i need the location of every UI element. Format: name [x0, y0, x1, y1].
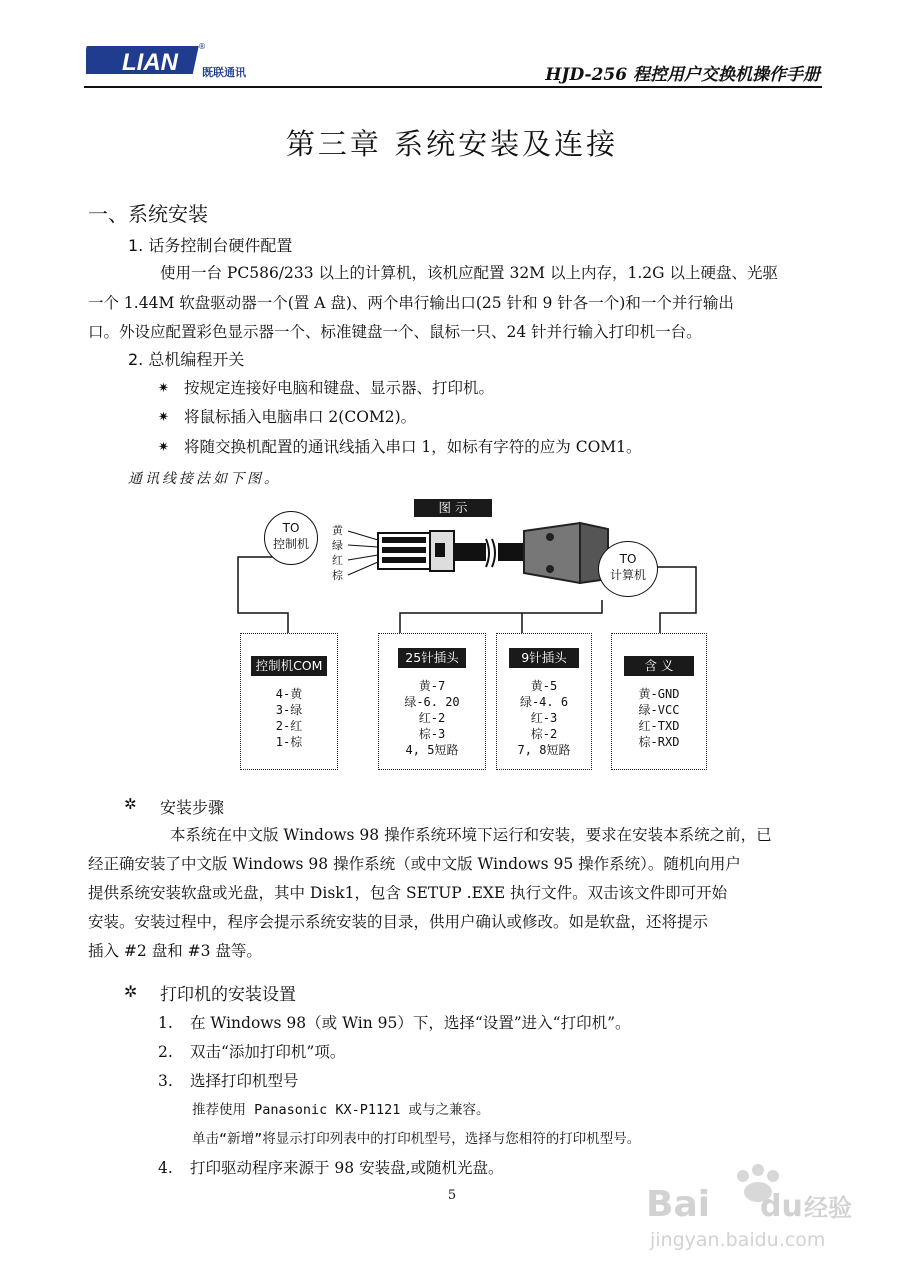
pin-line: 黄-GND — [638, 687, 680, 701]
box-label: 控制机COM — [251, 656, 327, 676]
baidu-watermark — [628, 1148, 858, 1258]
box-label: 9针插头 — [509, 648, 579, 668]
watermark-brand: Bai — [646, 1184, 711, 1225]
document-title: HJD-256 程控用户交换机操作手册 — [545, 65, 820, 85]
list-number: 3. — [158, 1072, 173, 1090]
to-console-label: TO 控制机 — [264, 511, 318, 565]
logo-text: LIAN — [122, 49, 178, 76]
wire-color-brown: 棕 — [332, 569, 343, 582]
watermark-brand2: du — [760, 1189, 803, 1224]
logo-subtitle: 既联通讯 — [202, 66, 246, 79]
header-divider — [84, 86, 822, 88]
meaning-box — [611, 633, 707, 770]
pin-line: 黄-7 — [418, 679, 446, 693]
pin-line: 棕-RXD — [638, 735, 680, 749]
list-number: 4. — [158, 1159, 173, 1177]
pin-line: 1-棕 — [275, 735, 303, 749]
bullet-icon: ✷ — [158, 410, 169, 425]
subsection-heading: 1. 话务控制台硬件配置 — [128, 236, 293, 255]
paragraph-line: 安装。安装过程中，程序会提示系统安装的目录，供用户确认或修改。如是软盘，还将提示 — [88, 913, 709, 931]
list-item: 选择打印机型号 — [190, 1072, 299, 1090]
handwritten-note: 通讯线接法如下图。 — [128, 471, 281, 487]
bullet-icon: ✷ — [158, 440, 169, 455]
pin-line: 红-3 — [530, 711, 558, 725]
paragraph-line: 经正确安装了中文版 Windows 98 操作系统（或中文版 Windows 95 操作系统）。随机向用户 — [88, 855, 741, 873]
list-number: 1. — [158, 1014, 173, 1032]
bullet-item: 将随交换机配置的通讯线插入串口 1，如标有字符的应为 COM1。 — [184, 438, 642, 456]
flower-bullet-icon: ✲ — [124, 795, 137, 813]
pin-line: 7, 8短路 — [517, 743, 571, 757]
paragraph-line: 提供系统安装软盘或光盘，其中 Disk1，包含 SETUP .EXE 执行文件。双击该文件即可开始 — [88, 884, 728, 902]
pin-line: 棕-3 — [418, 727, 446, 741]
list-item: 在 Windows 98（或 Win 95）下，选择“设置”进入“打印机”。 — [190, 1014, 631, 1032]
watermark-url: jingyan.baidu.com — [650, 1229, 826, 1251]
console-com-box — [240, 633, 338, 770]
to-computer-label: TO 计算机 — [598, 541, 658, 597]
wire-color-green: 绿 — [332, 539, 343, 552]
list-subline: 单击“新增”将显示打印列表中的打印机型号，选择与您相符的打印机型号。 — [192, 1131, 641, 1147]
chapter-title: 第三章 系统安装及连接 — [285, 127, 619, 161]
list-number: 2. — [158, 1043, 173, 1061]
pin-line: 4-黄 — [275, 687, 303, 701]
pin-line: 绿-6. 20 — [404, 695, 460, 709]
wire-color-red: 红 — [332, 554, 343, 567]
pin-line: 2-红 — [275, 719, 303, 733]
bullet-icon: ✷ — [158, 381, 169, 396]
pin-line: 黄-5 — [530, 679, 558, 693]
pin-line: 红-TXD — [638, 719, 680, 733]
install-steps-heading: 安装步骤 — [160, 798, 225, 817]
page-number: 5 — [447, 1188, 457, 1203]
db9-box — [496, 633, 592, 770]
list-item: 双击“添加打印机”项。 — [190, 1043, 346, 1061]
wire-color-yellow: 黄 — [332, 524, 343, 537]
flower-bullet-icon: ✲ — [124, 982, 138, 1001]
pin-line: 绿-VCC — [638, 703, 680, 717]
paragraph-line: 本系统在中文版 Windows 98 操作系统环境下运行和安装，要求在安装本系统之前，已 — [170, 826, 772, 844]
bullet-item: 按规定连接好电脑和键盘、显示器、打印机。 — [184, 379, 495, 397]
printer-heading: 打印机的安装设置 — [160, 985, 296, 1005]
pin-line: 4, 5短路 — [405, 743, 459, 757]
subsection-heading: 2. 总机编程开关 — [128, 350, 245, 369]
pin-line: 3-绿 — [275, 703, 303, 717]
diagram-title: 图 示 — [414, 499, 492, 517]
cable-wiring-diagram — [230, 495, 710, 780]
section-heading: 一、系统安装 — [88, 202, 208, 226]
pin-line: 棕-2 — [530, 727, 558, 741]
paragraph-line: 使用一台 PC586/233 以上的计算机，该机应配置 32M 以上内存，1.2G 以上硬盘、光驱 — [160, 264, 778, 282]
company-logo — [86, 40, 246, 80]
pin-line: 绿-4. 6 — [519, 695, 569, 709]
box-label: 25针插头 — [398, 648, 466, 668]
list-item: 打印驱动程序来源于 98 安装盘,或随机光盘。 — [190, 1159, 504, 1177]
wire-color-labels — [332, 523, 343, 583]
paragraph-line: 口。外设应配置彩色显示器一个、标准键盘一个、鼠标一只、24 针并行输入打印机一台。 — [88, 323, 702, 341]
box-label: 含 义 — [624, 656, 694, 676]
bullet-item: 将鼠标插入电脑串口 2(COM2)。 — [184, 408, 417, 426]
paragraph-line: 一个 1.44M 软盘驱动器一个(置 A 盘)、两个串行输出口(25 针和 9 针各一个)和一个并行输出 — [88, 294, 734, 312]
db25-box — [378, 633, 486, 770]
svg-text:®: ® — [198, 42, 206, 51]
paragraph-line: 插入 #2 盘和 #3 盘等。 — [88, 942, 262, 960]
list-subline: 推荐使用 Panasonic KX-P1121 或与之兼容。 — [192, 1102, 490, 1118]
watermark-cn: 经验 — [804, 1194, 852, 1222]
pin-line: 红-2 — [418, 711, 446, 725]
